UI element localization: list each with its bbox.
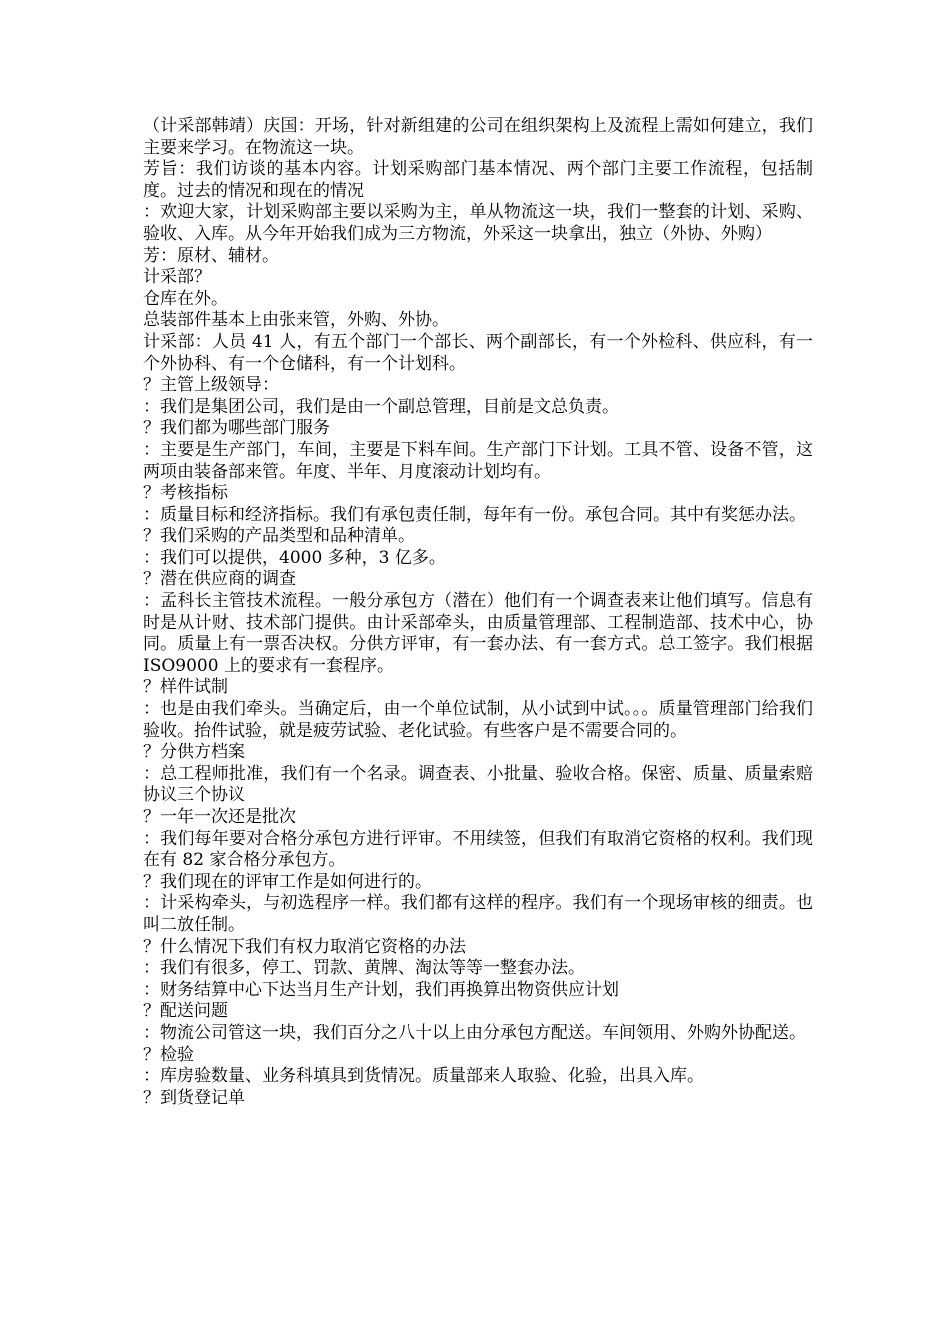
paragraph-25: ？我们现在的评审工作是如何进行的。 (143, 871, 432, 892)
paragraph-3: ：欢迎大家，计划采购部主要以采购为主，单从物流这一块，我们一整套的计划、采购、验收、入库。从今年开始我们成为三方物流，外采这一块拿出，独立（外协、外购） (143, 202, 813, 244)
paragraph-10: ：我们是集团公司，我们是由一个副总管理，目前是文总负责。 (143, 396, 619, 417)
paragraph-29: ：财务结算中心下达当月生产计划，我们再换算出物资供应计划 (143, 979, 619, 1000)
paragraph-11: ？我们都为哪些部门服务 (143, 418, 330, 439)
paragraph-7: 总装部件基本上由张来管，外购、外协。 (143, 310, 449, 331)
paragraph-14: ：质量目标和经济指标。我们有承包责任制，每年有一份。承包合同。其中有奖惩办法。 (143, 504, 806, 525)
paragraph-33: ：库房验数量、业务科填具到货情况。质量部来人取验、化验，出具入库。 (143, 1066, 704, 1087)
paragraph-17: ？潜在供应商的调查 (143, 569, 296, 590)
paragraph-31: ：物流公司管这一块，我们百分之八十以上由分承包方配送。车间领用、外购外协配送。 (143, 1022, 806, 1043)
paragraph-18: ：孟科长主管技术流程。一般分承包方（潜在）他们有一个调查表来让他们填写。信息有时是从计财、技术部门提供。由计采部牵头，由质量管理部、工程制造部、技术中心，协同。质量上有一票否决权。分供方评审，有一套办法、有一套方式。总工签字。我们根据 ISO9000 上的要求有一套程序。 (143, 591, 813, 676)
paragraph-32: ？检验 (143, 1044, 194, 1065)
paragraph-24: ：我们每年要对合格分承包方进行评审。不用续签，但我们有取消它资格的权利。我们现在有 82 家合格分承包方。 (143, 828, 813, 871)
paragraph-30: ？配送问题 (143, 1001, 228, 1022)
paragraph-28: ：我们有很多，停工、罚款、黄牌、淘汰等等一整套办法。 (143, 958, 585, 979)
paragraph-12: ：主要是生产部门，车间，主要是下料车间。生产部门下计划。工具不管、设备不管，这两项由装备部来管。年度、半年、月度滚动计划均有。 (143, 439, 813, 482)
paragraph-27: ？什么情况下我们有权力取消它资格的办法 (143, 936, 466, 957)
paragraph-1: （计采部韩靖）庆国：开场，针对新组建的公司在组织架构上及流程上需如何建立，我们主要来学习。在物流这一块。 (143, 116, 813, 158)
paragraph-5: 计采部？ (143, 267, 211, 288)
paragraph-23: ？一年一次还是批次 (143, 807, 296, 827)
paragraph-21: ？分供方档案 (143, 742, 245, 763)
paragraph-34: ？到货登记单 (143, 1087, 245, 1108)
paragraph-26: ：计采构牵头，与初选程序一样。我们都有这样的程序。我们有一个现场审核的细责。也叫二放任制。 (143, 893, 813, 935)
paragraph-2: 芳旨：我们访谈的基本内容。计划采购部门基本情况、两个部门主要工作流程，包括制度。过去的情况和现在的情况 (143, 159, 813, 201)
paragraph-19: ？样件试制 (143, 677, 228, 698)
paragraph-9: ？主管上级领导： (143, 375, 279, 396)
paragraph-22: ：总工程师批准，我们有一个名录。调查表、小批量、验收合格。保密、质量、质量索赔协议三个协议 (143, 763, 813, 806)
paragraph-4: 芳：原材、辅材。 (143, 245, 279, 266)
paragraph-15: ？我们采购的产品类型和品种清单。 (143, 526, 415, 547)
paragraph-8: 计采部：人员 41 人，有五个部门一个部长、两个副部长，有一个外检科、供应科，有一个外协科、有一个仓储科，有一个计划科。 (143, 331, 813, 374)
paragraph-6: 仓库在外。 (143, 288, 228, 309)
paragraph-13: ？考核指标 (143, 483, 228, 504)
paragraph-16: ：我们可以提供，4000 多种，3 亿多。 (143, 547, 446, 568)
document-page (143, 116, 813, 1109)
paragraph-20: ：也是由我们牵头。当确定后，由一个单位试制，从小试到中试。。。质量管理部门给我们验收。抬件试验，就是疲劳试验、老化试验。有些客户是不需要合同的。 (143, 699, 813, 741)
